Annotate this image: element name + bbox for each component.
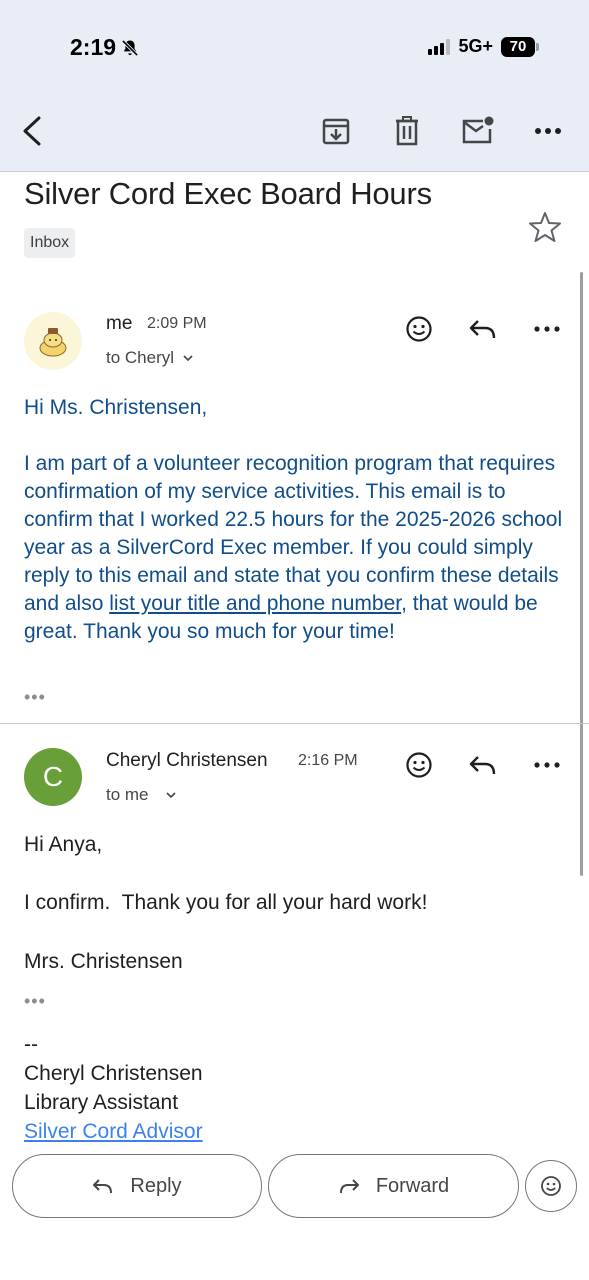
message-1-time: 2:09 PM: [147, 315, 207, 332]
message-1-body: [24, 394, 572, 674]
forward-button[interactable]: [268, 1154, 519, 1218]
status-indicators: [428, 36, 539, 57]
message-1-recipient-label: to Cheryl: [106, 348, 175, 367]
mark-unread-button[interactable]: [460, 113, 496, 149]
battery-icon: [501, 37, 539, 57]
message-2-reply-button[interactable]: [466, 748, 500, 782]
avatar-cheryl: C: [24, 748, 82, 806]
inbox-label-chip[interactable]: Inbox: [24, 228, 75, 258]
message-1-greeting: Hi Ms. Christensen,: [24, 396, 208, 419]
archive-button[interactable]: [318, 113, 354, 149]
top-bar: [0, 0, 589, 172]
more-options-button[interactable]: [530, 113, 566, 149]
forward-button-label: Forward: [375, 1174, 450, 1197]
message-1-sender[interactable]: me: [106, 313, 133, 334]
more-horizontal-icon: [534, 326, 560, 332]
delete-button[interactable]: [389, 113, 425, 149]
avatar-me: [24, 312, 82, 370]
more-horizontal-icon: [534, 127, 562, 135]
message-2-time: 2:16 PM: [298, 752, 358, 769]
pompompurin-avatar-icon: [33, 321, 73, 361]
message-2-closing: Mrs. Christensen: [24, 950, 183, 973]
message-1-react-button[interactable]: [402, 312, 436, 346]
message-2-recipient-label: to me: [106, 785, 149, 804]
back-button[interactable]: [14, 113, 50, 149]
scrollbar[interactable]: [580, 272, 583, 876]
emoji-icon: [540, 1175, 562, 1197]
mail-unread-icon: [461, 116, 495, 146]
message-1-more-button[interactable]: [530, 312, 564, 346]
message-2-react-button[interactable]: [402, 748, 436, 782]
message-2-greeting: Hi Anya,: [24, 833, 103, 856]
status-time-label: 2:19: [70, 34, 117, 60]
reply-icon: [468, 753, 498, 777]
archive-icon: [321, 116, 351, 146]
forward-icon: [338, 1177, 360, 1195]
status-time: [70, 34, 140, 61]
message-1-underlined-text: list your title and phone number: [109, 592, 402, 615]
signature-title: Library Assistant: [24, 1091, 179, 1114]
reply-button-label: Reply: [130, 1174, 182, 1197]
reply-icon: [92, 1177, 114, 1195]
message-2-body: I confirm. Thank you for all your hard work!: [24, 891, 428, 914]
email-subject: Silver Cord Exec Board Hours: [24, 176, 432, 211]
star-icon: [528, 210, 562, 244]
emoji-react-button[interactable]: [525, 1160, 577, 1212]
message-1-show-trimmed-button[interactable]: •••: [24, 687, 46, 707]
chevron-left-icon: [19, 114, 45, 148]
reply-button[interactable]: [12, 1154, 262, 1218]
emoji-icon: [405, 751, 433, 779]
message-2-show-trimmed-button[interactable]: •••: [24, 991, 46, 1011]
signature-name: Cheryl Christensen: [24, 1062, 203, 1085]
signature-link[interactable]: Silver Cord Advisor: [24, 1120, 203, 1143]
message-1-reply-button[interactable]: [466, 312, 500, 346]
star-button[interactable]: [528, 210, 562, 244]
more-horizontal-icon: [534, 762, 560, 768]
message-2-recipients[interactable]: [106, 785, 177, 805]
signal-icon: [428, 39, 450, 55]
message-2-sender[interactable]: Cheryl Christensen: [106, 750, 268, 771]
trash-icon: [393, 116, 421, 146]
signature-separator: --: [24, 1033, 38, 1056]
chevron-down-icon: [157, 791, 177, 799]
emoji-icon: [405, 315, 433, 343]
bell-muted-icon: [120, 38, 140, 58]
network-type: 5G+: [458, 36, 493, 56]
message-2-more-button[interactable]: [530, 748, 564, 782]
message-divider: [0, 723, 589, 724]
message-1-text-b: , that would be great. Thank you so much for your time!: [24, 592, 538, 643]
message-1-recipients[interactable]: [106, 348, 194, 368]
reply-icon: [468, 317, 498, 341]
message-1-text-a: I am part of a volunteer recognition program that requires confirmation of my service activities. This email is to confirm that I worked 22.5 hours for the 2025-2026 school year as a SilverCord Exec member. If you could simply reply to this email and state that you confirm these details and also: [24, 452, 563, 615]
battery-level: 70: [501, 37, 535, 57]
chevron-down-icon: [182, 354, 194, 362]
message-1-paragraph: [24, 450, 572, 646]
